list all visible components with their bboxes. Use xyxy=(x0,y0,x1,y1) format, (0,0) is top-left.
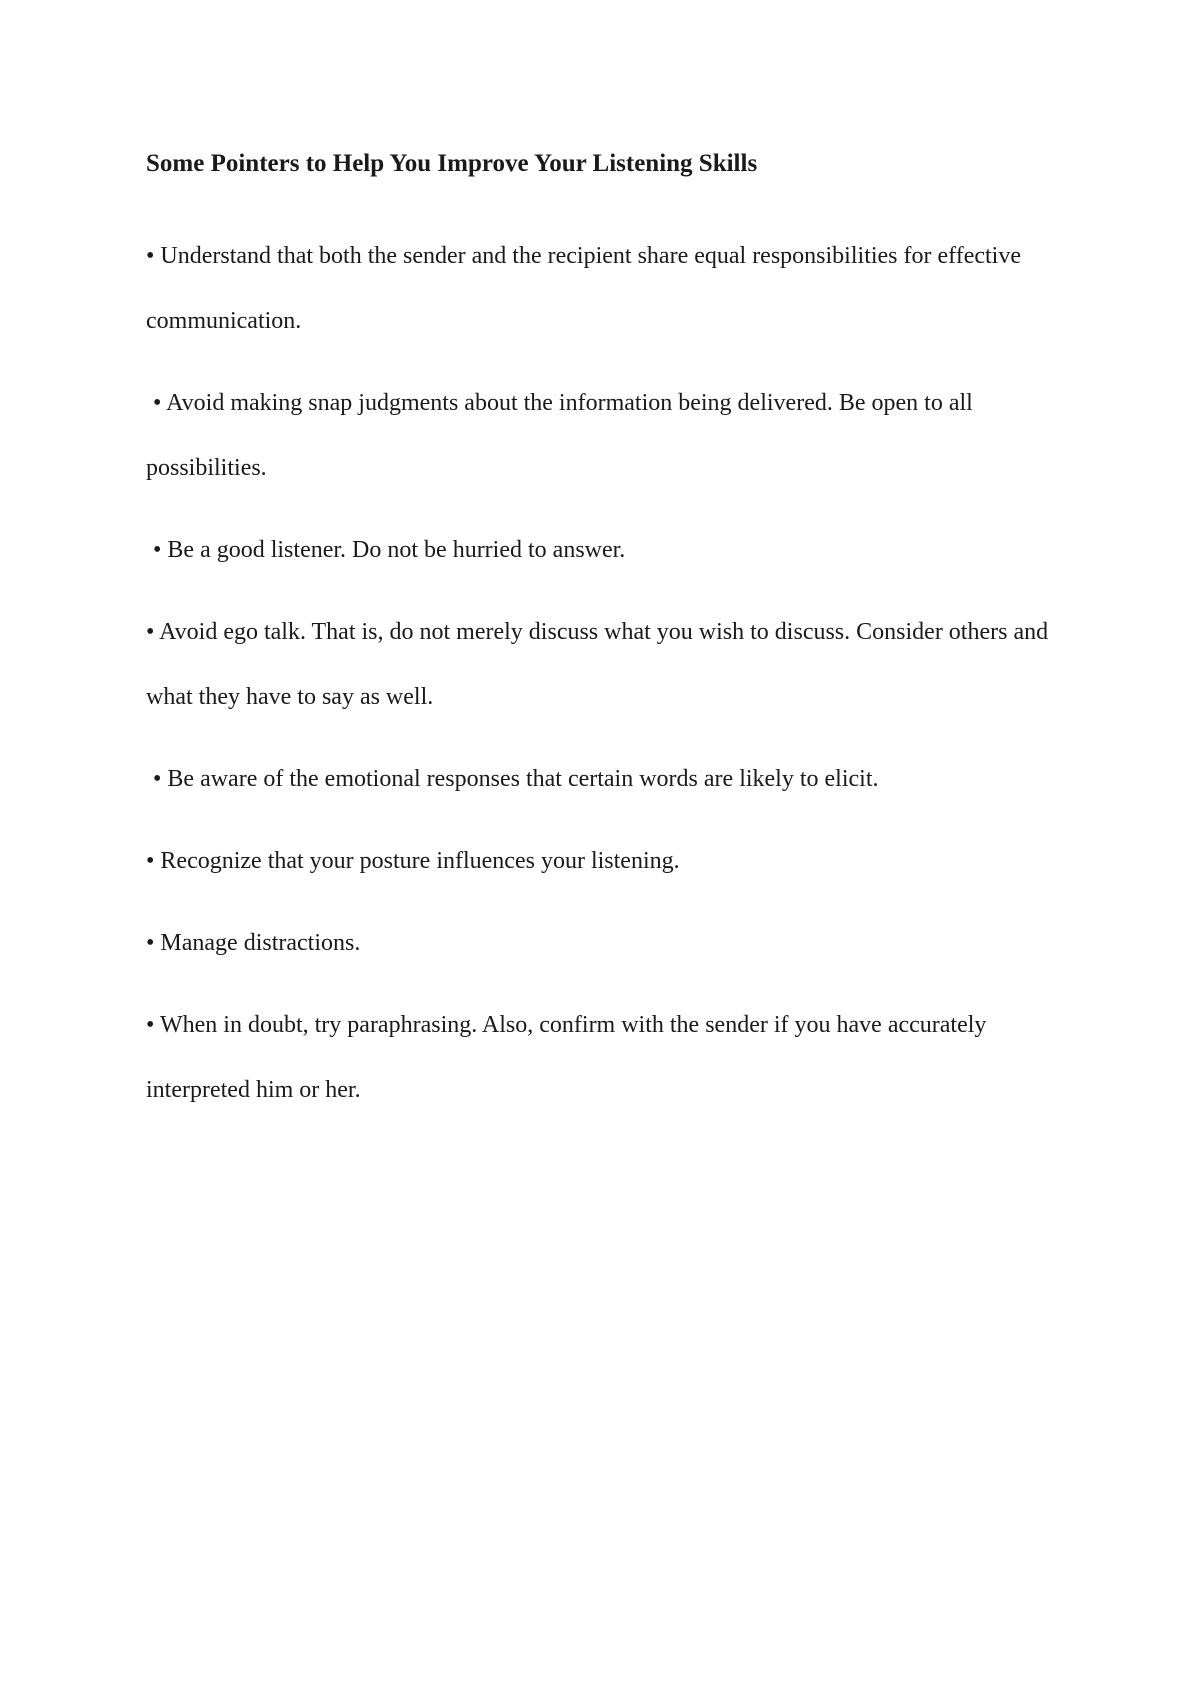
list-item xyxy=(146,993,1076,1123)
list-item-text: Manage distractions. xyxy=(160,930,361,956)
list-item-text: Be a good listener. Do not be hurried to answer. xyxy=(167,537,626,563)
bullet-icon: • xyxy=(153,537,162,563)
list-item xyxy=(146,224,1076,354)
list-item-text: Understand that both the sender and the recipient share equal responsibilities for effective communication. xyxy=(146,243,1021,334)
document-title: Some Pointers to Help You Improve Your Listening Skills xyxy=(146,150,758,177)
bullet-icon: • xyxy=(146,848,155,874)
bullet-icon: • xyxy=(146,1012,155,1038)
list-item xyxy=(146,747,1076,812)
bullet-icon: • xyxy=(146,619,155,645)
list-item xyxy=(146,911,1076,976)
bullet-icon: • xyxy=(153,766,162,792)
list-item-text: When in doubt, try paraphrasing. Also, confirm with the sender if you have accurately interpreted him or her. xyxy=(146,1012,987,1103)
pointer-list xyxy=(146,224,1076,1140)
list-item xyxy=(146,829,1076,894)
list-item-text: Avoid ego talk. That is, do not merely discuss what you wish to discuss. Consider others and what they have to say as well. xyxy=(146,619,1049,710)
list-item-text: Avoid making snap judgments about the information being delivered. Be open to all possibilities. xyxy=(146,390,973,481)
bullet-icon: • xyxy=(153,390,162,416)
list-item xyxy=(146,518,1076,583)
bullet-icon: • xyxy=(146,930,155,956)
list-item xyxy=(146,371,1076,501)
list-item xyxy=(146,600,1076,730)
list-item-text: Be aware of the emotional responses that certain words are likely to elicit. xyxy=(167,766,879,792)
list-item-text: Recognize that your posture influences your listening. xyxy=(160,848,680,874)
bullet-icon: • xyxy=(146,243,155,269)
